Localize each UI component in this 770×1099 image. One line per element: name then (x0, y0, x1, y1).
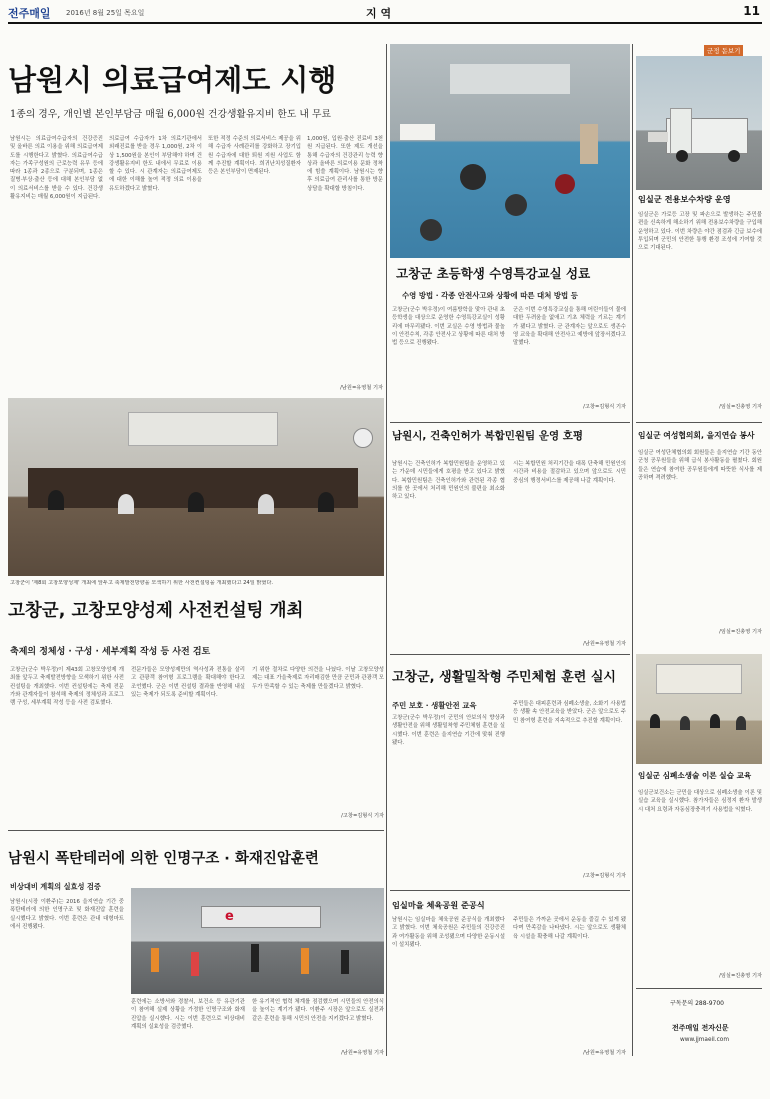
lead-col-1: 남원시는 의료급여수급자의 건강증진 및 올바른 의료 이용을 위해 의료급여제도를 시행한다고 밝혔다. 의료급여수급자는 가족구성원의 근로능력 유무 등에 따라 1종과 2종으로 구분되며, 1종은 질병·부상·출산 등에 대해 본인부담 없이 의료서비스를 받을 수 있다. 건강생활유지비는 매월 6,000원이 지급된다. (10, 136, 103, 201)
namwon-terror-headline: 남원시 폭탄테러에 의한 인명구조 · 화재진압훈련 (8, 851, 319, 867)
epaper-brand: 전주매일 전자신문 (672, 1024, 729, 1032)
page-number: 11 (743, 4, 760, 18)
swim-byline: /고창=김형식 기자 (583, 404, 626, 410)
paper-name: 전주매일 (8, 7, 51, 20)
gochang-drill-col-2: 주민들은 대피훈련과 심폐소생술, 소화기 사용법 등 생활 속 안전교육을 받았다. 군은 앞으로도 주민 참여형 훈련을 지속적으로 추진할 계획이다. (513, 701, 626, 724)
swim-headline: 고창군 초등학생 수영특강교실 성료 (396, 266, 591, 281)
imsil-truck-logo: 군정 돋보기 (704, 45, 743, 56)
imsil-women-body: 임실군 여성단체협의회 회원들은 을지연습 기간 동안 군청 공무원들을 위해 급식 봉사활동을 펼쳤다. 회원들은 연습에 참여한 공무원들에게 따뜻한 식사를 제공하며 격려했다. (638, 450, 762, 481)
village-headline: 임실마을 체육공원 준공식 (392, 900, 485, 910)
imsil-truck-photo (636, 56, 762, 190)
lead-col-3: 또한 적정 수준의 의료서비스 제공을 위해 수급자 사례관리를 강화하고 장기입원 수급자에 대한 퇴원 지원 사업도 함께 추진할 계획이다. 희귀난치성질환자 등은 본인부담이 면제된다. (208, 136, 301, 176)
namwon-terror-col-2: 훈련에는 소방서와 경찰서, 보건소 등 유관기관이 참여해 실제 상황을 가정한 인명구조와 화재진압을 실시했다. 시는 이번 훈련으로 비상대비 계획의 실효성을 검증했다. (131, 999, 245, 1030)
gochang-meeting-photo (8, 398, 384, 576)
lead-headline: 남원시 의료급여제도 시행 (8, 63, 337, 97)
gochang-meeting-byline: /고창=김형식 기자 (341, 813, 384, 819)
gochang-meeting-col-3: 기 위한 절차로 다양한 의견을 나눴다. 이날 고창모양성제는 대표 가을축제로 자리매김한 만큼 군민과 관광객 모두가 만족할 수 있는 축제를 만들겠다고 밝혔다. (252, 667, 384, 690)
gochang-drill-col-1: 고창군(군수 박우정)이 군민의 안보의식 향상과 생활안전을 위해 생활밀착형 주민체험 훈련을 실시했다. 이번 훈련은 을지연습 기간에 맞춰 진행됐다. (392, 715, 505, 746)
village-byline: /남원=유영철 기자 (583, 1050, 626, 1056)
namwon-terror-rule (8, 830, 384, 831)
village-col-1: 남원시는 임실마을 체육공원 준공식을 개최했다고 밝혔다. 이번 체육공원은 주민들의 건강증진과 여가활동을 위해 조성됐으며 다양한 운동시설이 설치됐다. (392, 917, 505, 948)
swim-subhead: 수영 방법 · 각종 안전사고와 상황에 따른 대처 방법 등 (402, 291, 578, 300)
footer-box (636, 988, 762, 1056)
lead-col-4: 1,000원, 입원·출산 진료비 3천원 지급된다. 또한 제도 개선을 통해 수급자의 건강관리 능력 향상과 올바른 의료이용 문화 정착에 힘쓸 계획이다. 남원시는 향후 의료급여 관리사를 통한 방문 상담을 확대할 방침이다. (307, 136, 383, 192)
namwon-terror-col-3: 한 유기적인 협력 체계를 점검했으며 시민들의 안전의식을 높이는 계기가 됐다. 이환주 시장은 앞으로도 실전과 같은 훈련을 통해 시민의 안전을 지키겠다고 밝혔다. (252, 999, 384, 1022)
site-url[interactable]: www.jjmaeil.com (680, 1037, 729, 1043)
swim-col-1: 고창군(군수 박우정)이 여름방학을 맞아 관내 초등학생을 대상으로 운영한 수영특강교실이 성황리에 마무리됐다. 이번 교실은 수영 방법과 물놀이 안전수칙, 각종 안전사고 상황에 따른 대처 방법 등으로 진행됐다. (392, 307, 505, 347)
gochang-meeting-subhead: 축제의 정체성 · 구성 · 세부계획 작성 등 사전 검토 (10, 647, 211, 657)
namwon-civil-rule (390, 422, 630, 423)
namwon-terror-photo (131, 888, 384, 994)
gochang-drill-rule (390, 654, 630, 655)
lead-byline: /남원=유영철 기자 (340, 385, 383, 391)
gochang-meeting-col-1: 고창군(군수 박우정)이 제43회 고창모양성제 개최를 앞두고 축제발전방향을 모색하기 위한 사전컨설팅을 개최했다. 이번 컨설팅에는 축제 전문가와 관계자들이 참석해 축제의 정체성과 프로그램 구성, 세부계획 작성 등을 사전 검토했다. (10, 667, 124, 707)
imsil-truck-headline: 임실군 전용보수차량 운영 (638, 194, 731, 204)
imsil-cpr-photo (636, 654, 762, 764)
swim-col-2: 군은 이번 수영특강교실을 통해 어린이들이 물에 대한 두려움을 없애고 기초 체력을 기르는 계기가 됐다고 밝혔다. 군 관계자는 앞으로도 생존수영 교육을 확대해 안전사고 예방에 앞장서겠다고 말했다. (513, 307, 626, 347)
masthead (8, 2, 762, 22)
imsil-women-byline: /임실=진총영 기자 (719, 629, 762, 635)
namwon-terror-subhead: 비상대비 계획의 실효성 검증 (10, 882, 101, 891)
gochang-meeting-headline: 고창군, 고창모양성제 사전컨설팅 개최 (8, 601, 304, 621)
gochang-drill-headline: 고창군, 생활밀착형 주민체험 훈련 실시 (392, 670, 616, 685)
gochang-meeting-col-2: 전문가들은 모양성제만의 역사성과 전통을 살리고 관광객 참여형 프로그램을 확대해야 한다고 조언했다. 군은 이번 컨설팅 결과를 반영해 내실 있는 축제가 되도록 준비할 계획이다. (131, 667, 245, 698)
imsil-truck-byline: /임실=진총영 기자 (719, 404, 762, 410)
masthead-rule (8, 22, 762, 24)
lead-subhead: 1종의 경우, 개인별 본인부담금 매월 6,000원 건강생활유지비 한도 내 무료 (10, 109, 331, 120)
gochang-meeting-caption: 고창군이 '제8회 고창모양성제' 개최에 앞두고 축제발전방향을 모색하기 위한 사전컨설팅을 개최했다고 24일 밝혔다. (10, 580, 274, 586)
gochang-drill-byline: /고창=김형식 기자 (583, 873, 626, 879)
village-rule (390, 890, 630, 891)
imsil-cpr-body: 임실군보건소는 군민을 대상으로 심폐소생술 이론 및 실습 교육을 실시했다. 참가자들은 심정지 환자 발생 시 대처 요령과 자동심장충격기 사용법을 익혔다. (638, 790, 762, 813)
store-sign: e (225, 909, 234, 924)
swim-photo (390, 44, 630, 258)
section-title: 지 역 (366, 7, 392, 20)
namwon-terror-col-1: 남원시(시장 이환주)는 2016 을지연습 기간 중 폭탄테러에 의한 인명구조 및 화재진압 훈련을 실시했다고 밝혔다. 이번 훈련은 관내 대형마트에서 진행됐다. (10, 899, 124, 930)
imsil-women-rule (636, 422, 762, 423)
imsil-cpr-byline: /임실=진총영 기자 (719, 973, 762, 979)
imsil-women-headline: 임실군 여성협의회, 을지연습 봉사 (638, 431, 755, 440)
namwon-civil-headline: 남원시, 건축인허가 복합민원팀 운영 호평 (392, 430, 584, 442)
imsil-truck-body: 임실군은 가로등 고장 및 파손으로 발생하는 주민불편을 신속하게 해소하기 위해 전용보수차량을 구입해 운영하고 있다. 이번 차량은 야간 점검과 긴급 보수에 투입되며 군민의 안전한 통행 환경 조성에 기여할 것으로 기대된다. (638, 212, 762, 252)
gochang-drill-subhead: 주민 보호 · 생활안전 교육 (392, 701, 477, 710)
namwon-civil-byline: /남원=유영철 기자 (583, 641, 626, 647)
col-rule-2 (632, 44, 633, 1056)
col-rule-1 (386, 44, 387, 1056)
village-col-2: 주민들은 가까운 곳에서 운동을 즐길 수 있게 됐다며 만족감을 나타냈다. 시는 앞으로도 생활체육 시설을 확충해 나갈 계획이다. (513, 917, 626, 940)
subscribe-info: 구독문의 288-9700 (670, 1000, 724, 1007)
imsil-cpr-headline: 임실군 심폐소생술 이론 실습 교육 (638, 771, 752, 780)
issue-date: 2016년 8월 25일 목요일 (66, 9, 145, 17)
lead-col-2: 의료급여 수급자가 1차 의료기관에서 외래진료를 받을 경우 1,000원, 2차 이상 1,500원을 본인이 부담해야 하며 건강생활유지비 한도 내에서 무료로 이용할 수 있다. 시 관계자는 의료급여제도에 대한 이해를 높여 적정 의료 이용을 유도하겠다고 밝혔다. (109, 136, 202, 192)
namwon-terror-byline: /남원=유영철 기자 (341, 1050, 384, 1056)
namwon-civil-col-1: 남원시는 건축인허가 복합민원팀을 운영하고 있는 가운데 시민들에게 호평을 받고 있다고 밝혔다. 복합민원팀은 건축인허가와 관련된 각종 협의를 한 곳에서 처리해 민원인의 불편을 최소화하고 있다. (392, 461, 505, 501)
namwon-civil-col-2: 시는 복합민원 처리기간을 대폭 단축해 민원인의 시간과 비용을 절감하고 있으며 앞으로도 시민 중심의 행정서비스를 제공해 나갈 계획이다. (513, 461, 626, 484)
